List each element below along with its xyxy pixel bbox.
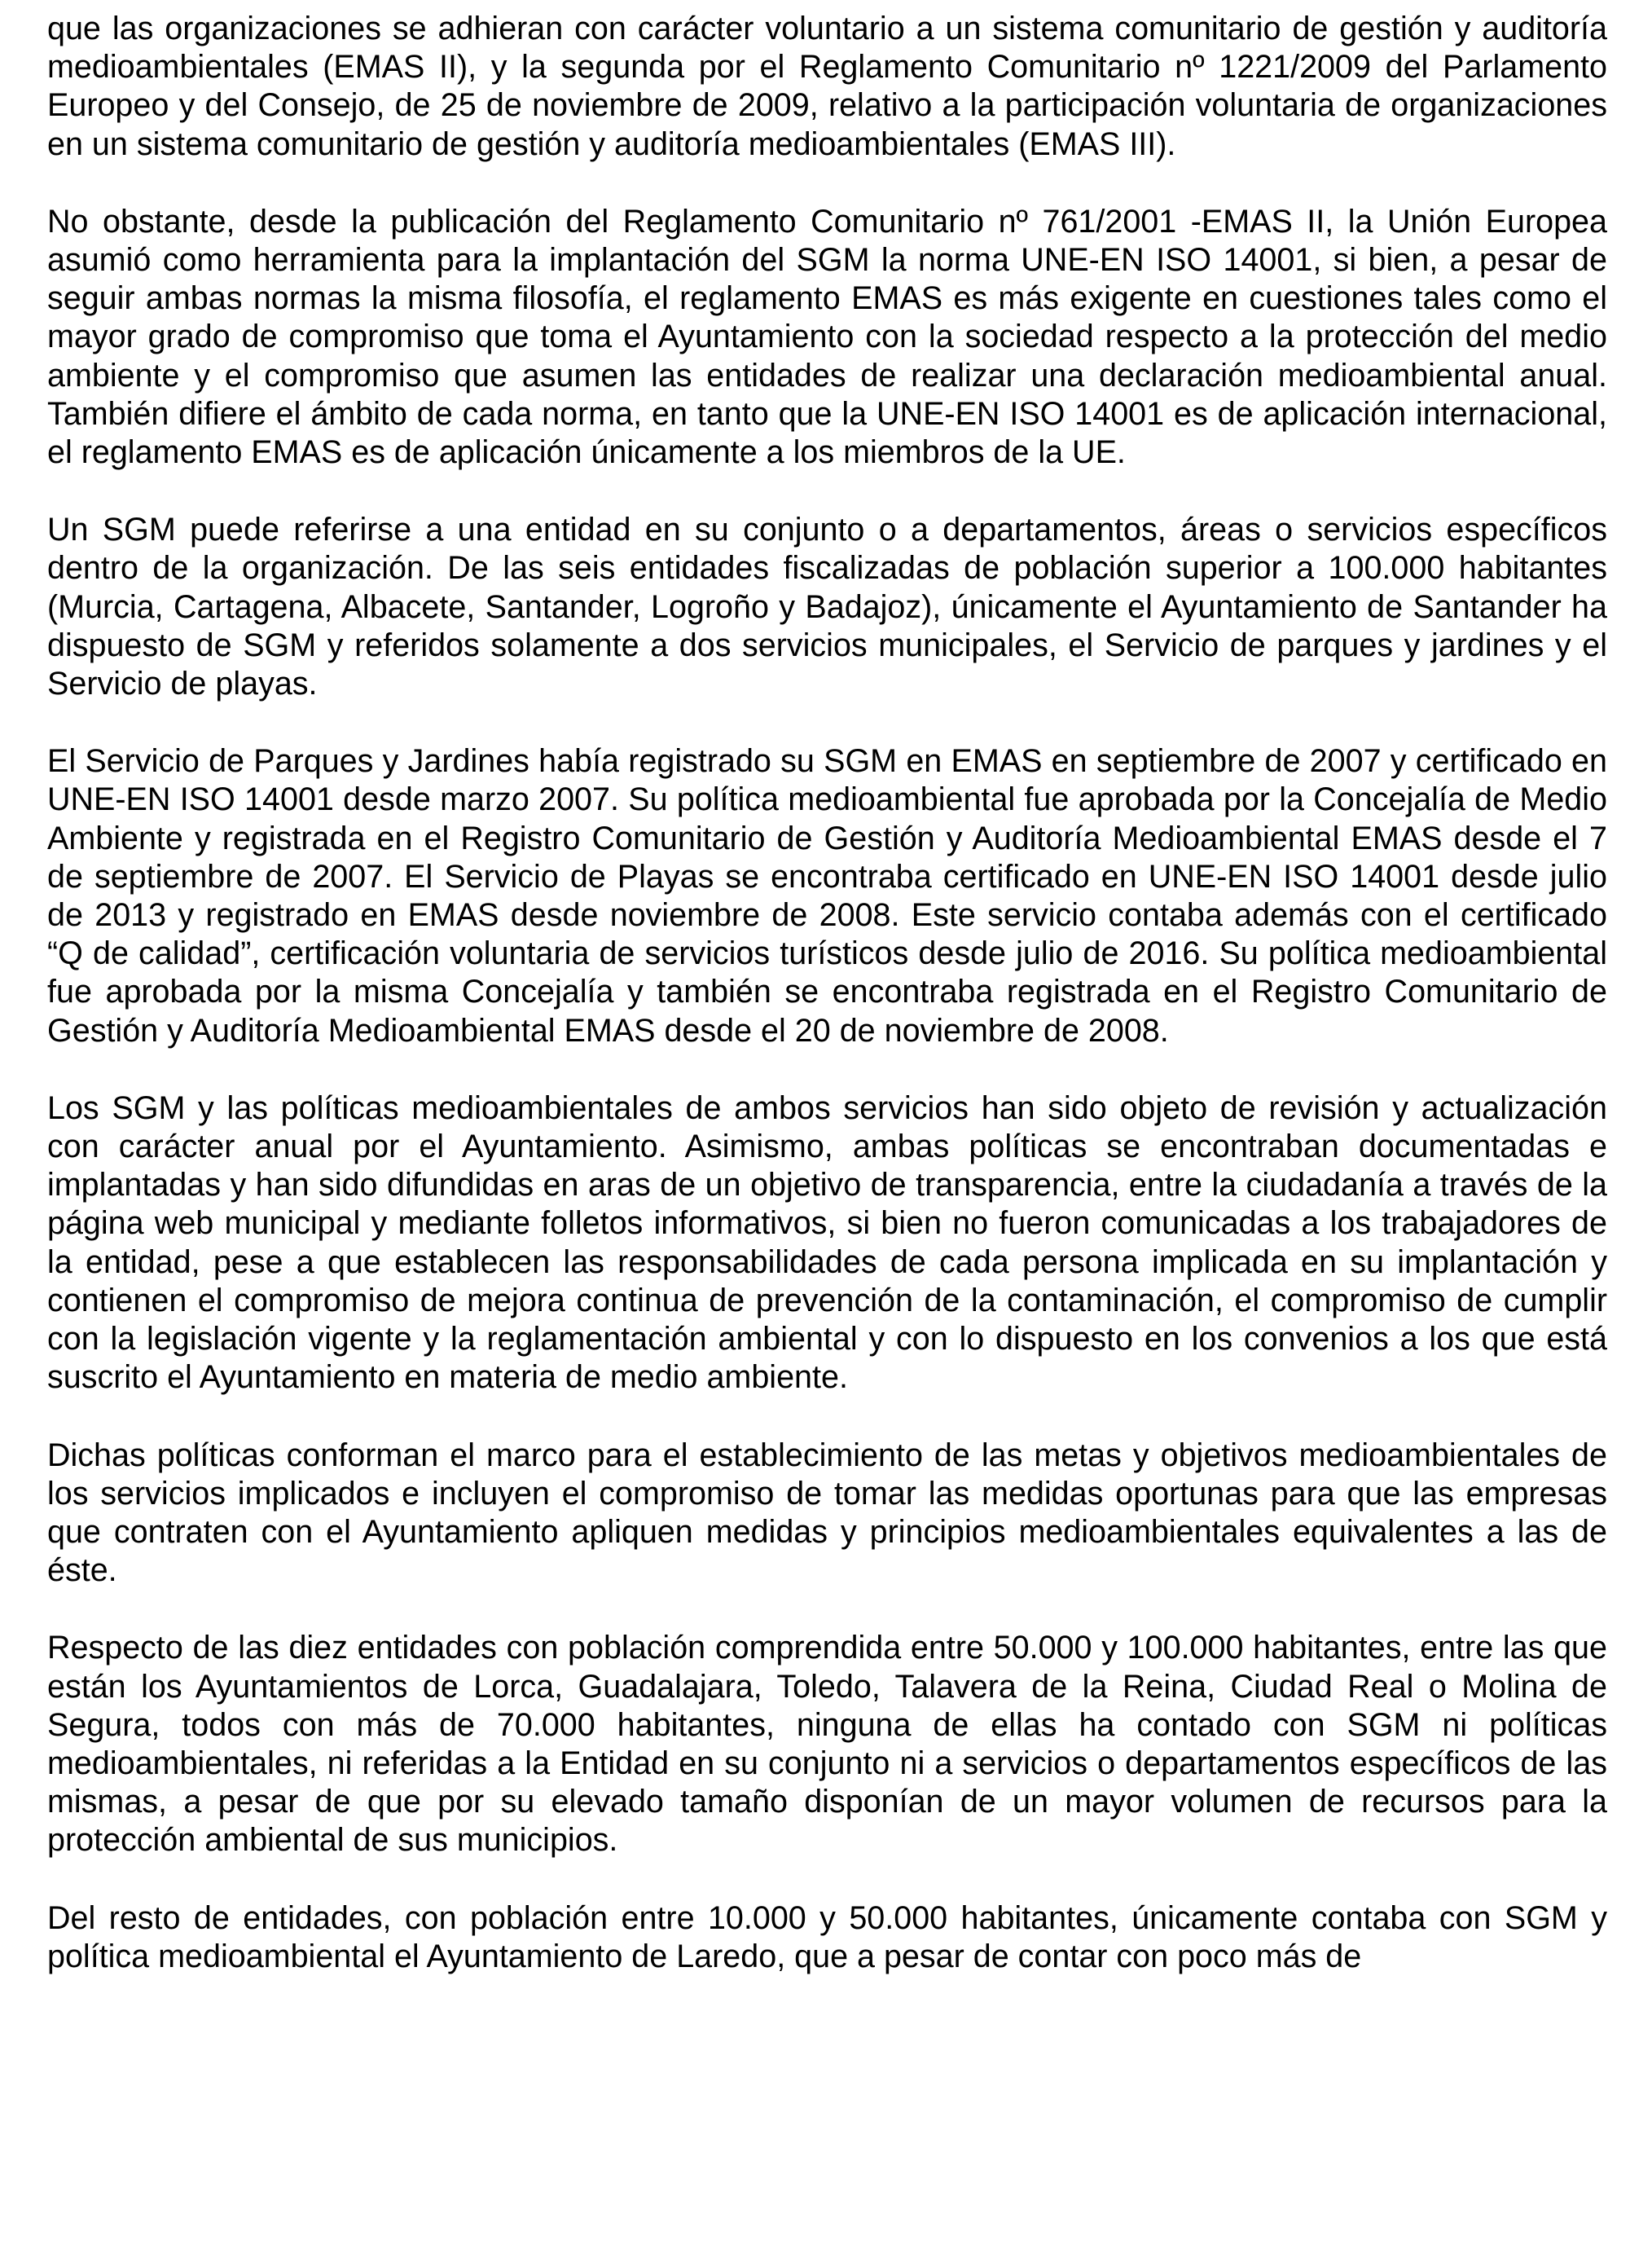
paragraph-medium-entities: Respecto de las diez entidades con población comprendida entre 50.000 y 100.000 habitantes, entre las que están los Ayuntamientos de Lorca, Guadalajara, Toledo, Talavera de la Reina, Ciudad Real o Molina de Segura, todos con más de 70.000 habitantes, ninguna de ellas ha contado con SGM ni políticas medioambientales, ni referidas a la Entidad en su conjunto ni a servicios o departamentos específicos de las mismas, a pesar de que por su elevado tamaño disponían de un mayor volumen de recursos para la protección ambiental de sus municipios. (47, 1630, 1607, 1859)
paragraph-policy-review: Los SGM y las políticas medioambientales de ambos servicios han sido objeto de revisión y actualización con carácter anual por el Ayuntamiento. Asimismo, ambas políticas se encontraban documentadas e implantadas y han sido difundidas en aras de un objetivo de transparencia, entre la ciudadanía a través de la página web municipal y mediante folletos informativos, si bien no fueron comunicadas a los trabajadores de la entidad, pese a que establecen las responsabilidades de cada persona implicada en su implantación y contienen el compromiso de mejora continua de prevención de la contaminación, el compromiso de cumplir con la legislación vigente y la reglamentación ambiental y con lo dispuesto en los convenios a los que está suscrito el Ayuntamiento en materia de medio ambiente. (47, 1089, 1607, 1396)
paragraph-santander-services: El Servicio de Parques y Jardines había registrado su SGM en EMAS en septiembre de 2007 y certificado en UNE-EN ISO 14001 desde marzo 2007. Su política medioambiental fue aprobada por la Concejalía de Medio Ambiente y registrada en el Registro Comunitario de Gestión y Auditoría Medioambiental EMAS desde el 7 de septiembre de 2007. El Servicio de Playas se encontraba certificado en UNE-EN ISO 14001 desde julio de 2013 y registrado en EMAS desde noviembre de 2008. Este servicio contaba además con el certificado “Q de calidad”, certificación voluntaria de servicios turísticos desde julio de 2016. Su política medioambiental fue aprobada por la misma Concejalía y también se encontraba registrada en el Registro Comunitario de Gestión y Auditoría Medioambiental EMAS desde el 20 de noviembre de 2008. (47, 743, 1607, 1049)
paragraph-small-entities: Del resto de entidades, con población entre 10.000 y 50.000 habitantes, únicamente contaba con SGM y política medioambiental el Ayuntamiento de Laredo, que a pesar de contar con poco más de (47, 1899, 1607, 1974)
paragraph-sgm-large-entities: Un SGM puede referirse a una entidad en su conjunto o a departamentos, áreas o servicios específicos dentro de la organización. De las seis entidades fiscalizadas de población superior a 100.000 habitantes (Murcia, Cartagena, Albacete, Santander, Logroño y Badajoz), únicamente el Ayuntamiento de Santander ha dispuesto de SGM y referidos solamente a dos servicios municipales, el Servicio de parques y jardines y el Servicio de playas. (47, 512, 1607, 702)
paragraph-policy-framework: Dichas políticas conforman el marco para el establecimiento de las metas y objetivos medioambientales de los servicios implicados e incluyen el compromiso de tomar las medidas oportunas para que las empresas que contraten con el Ayuntamiento apliquen medidas y principios medioambientales equivalentes a las de éste. (47, 1437, 1607, 1589)
document-page (47, 10, 1607, 1976)
paragraph-iso-14001-comparison: No obstante, desde la publicación del Reglamento Comunitario nº 761/2001 -EMAS II, la Unión Europea asumió como herramienta para la implantación del SGM la norma UNE-EN ISO 14001, si bien, a pesar de seguir ambas normas la misma filosofía, el reglamento EMAS es más exigente en cuestiones tales como el mayor grado de compromiso que toma el Ayuntamiento con la sociedad respecto a la protección del medio ambiente y el compromiso que asumen las entidades de realizar una declaración medioambiental anual. También difiere el ámbito de cada norma, en tanto que la UNE-EN ISO 14001 es de aplicación internacional, el reglamento EMAS es de aplicación únicamente a los miembros de la UE. (47, 203, 1607, 471)
paragraph-emas-regulations: que las organizaciones se adhieran con carácter voluntario a un sistema comunitario de gestión y auditoría medioambientales (EMAS II), y la segunda por el Reglamento Comunitario nº 1221/2009 del Parlamento Europeo y del Consejo, de 25 de noviembre de 2009, relativo a la participación voluntaria de organizaciones en un sistema comunitario de gestión y auditoría medioambientales (EMAS III). (47, 11, 1607, 162)
